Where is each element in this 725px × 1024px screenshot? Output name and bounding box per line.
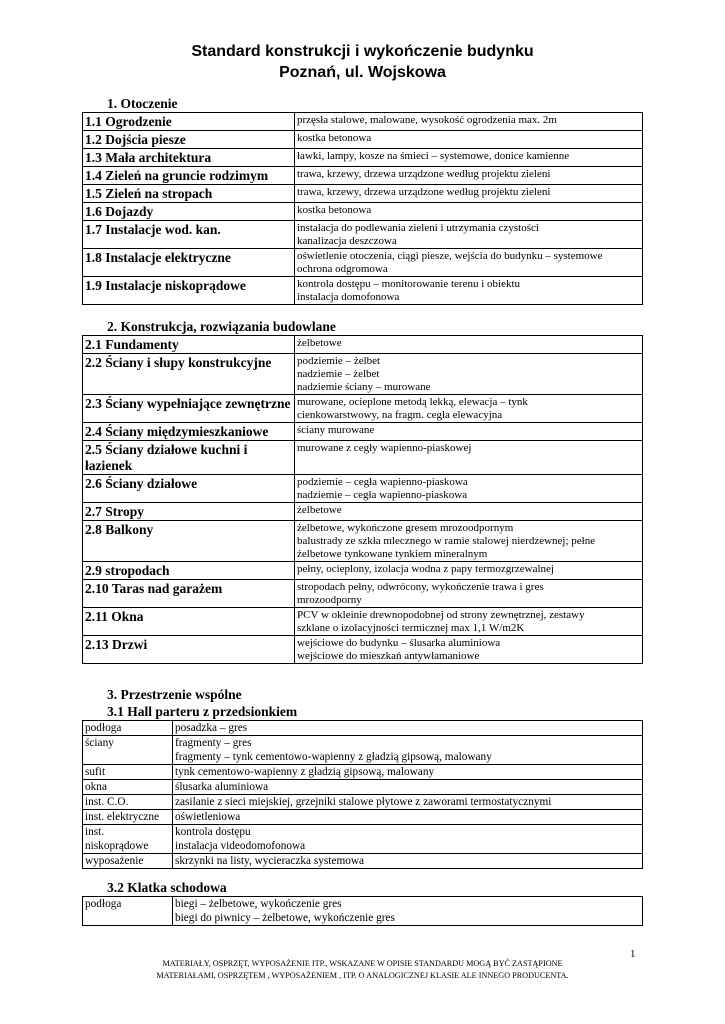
table-row	[83, 167, 643, 185]
row-value-line: żelbetowe tynkowane tynkiem mineralnym	[297, 548, 488, 560]
row-label	[83, 795, 173, 810]
table-row	[83, 277, 643, 305]
row-value	[295, 354, 643, 395]
row-value	[295, 185, 643, 203]
footer-line2: MATERIAŁAMI, OSPRZĘTEM , WYPOSAŻENIEM , ITP. O ANALOGICZNEJ KLASIE ALE INNEGO PRODUCENTA.	[156, 971, 569, 980]
row-value-line: pełny, ocieplony, izolacja wodna z papy termozgrzewalnej	[297, 563, 554, 575]
row-label-line: niskoprądowe	[85, 840, 149, 852]
row-value-line: ochrona odgromowa	[297, 263, 388, 275]
row-label	[83, 736, 173, 765]
row-value-line: kontrola dostępu – monitorowanie terenu i obiektu	[297, 278, 521, 290]
table-row	[83, 221, 643, 249]
row-label	[83, 765, 173, 780]
row-value	[173, 854, 643, 869]
table-row	[83, 580, 643, 608]
row-value-line: nadziemie – cegła wapienno-piaskowa	[297, 489, 468, 501]
row-value-line: trawa, krzewy, drzewa urządzone według projektu zieleni	[297, 186, 551, 198]
row-value-line: żelbetowe	[297, 337, 342, 349]
page-number: 1	[630, 948, 636, 960]
table-row	[83, 636, 643, 664]
table-row	[83, 854, 643, 869]
table-row	[83, 825, 643, 854]
row-value	[295, 423, 643, 441]
row-label-line: podłoga	[85, 722, 122, 734]
row-value-line: instalacja domofonowa	[297, 291, 400, 303]
row-value-line: żelbetowe, wykończone gresem mrozoodpornym	[297, 522, 514, 534]
section-2-heading: 2. Konstrukcja, rozwiązania budowlane	[107, 319, 336, 334]
row-value	[295, 395, 643, 423]
row-value-line: skrzynki na listy, wycieraczka systemowa	[175, 855, 365, 867]
row-value	[295, 113, 643, 131]
table-row	[83, 475, 643, 503]
row-label-line: inst. C.O.	[85, 796, 129, 808]
row-value	[173, 810, 643, 825]
row-label-line: sufit	[85, 766, 106, 778]
section-1-heading: 1. Otoczenie	[107, 96, 178, 111]
row-value-line: ławki, lampy, kosze na śmieci – systemowe, donice kamienne	[297, 150, 570, 162]
table-row	[83, 721, 643, 736]
row-value	[295, 249, 643, 277]
row-label: 1.5 Zieleń na stropach	[83, 185, 295, 203]
row-value-line: mrozoodporny	[297, 594, 362, 606]
row-value-line: żelbetowe	[297, 504, 342, 516]
row-value-line: kostka betonowa	[297, 132, 372, 144]
row-value-line: trawa, krzewy, drzewa urządzone według projektu zieleni	[297, 168, 551, 180]
row-value-line: kontrola dostępu	[175, 826, 251, 838]
table-row	[83, 131, 643, 149]
row-label: 1.7 Instalacje wod. kan.	[83, 221, 295, 249]
row-label: 2.9 stropodach	[83, 562, 295, 580]
row-label: 2.5 Ściany działowe kuchni i łazienek	[83, 441, 295, 475]
row-label: 1.8 Instalacje elektryczne	[83, 249, 295, 277]
table-row	[83, 608, 643, 636]
row-label: 2.4 Ściany międzymieszkaniowe	[83, 423, 295, 441]
table-row	[83, 354, 643, 395]
row-value	[295, 203, 643, 221]
row-value	[173, 736, 643, 765]
row-value-line: murowane, ocieplone metodą lekką, elewacja – tynk	[297, 396, 528, 408]
row-value	[295, 636, 643, 664]
table-row	[83, 249, 643, 277]
row-value	[295, 277, 643, 305]
row-value-line: ślusarka aluminiowa	[175, 781, 269, 793]
row-label	[83, 825, 173, 854]
row-label: 1.6 Dojazdy	[83, 203, 295, 221]
row-value	[173, 795, 643, 810]
row-value-line: instalacja do podlewania zieleni i utrzymania czystości	[297, 222, 539, 234]
section-3-heading: 3. Przestrzenie wspólne	[107, 687, 242, 702]
row-value-line: szklane o izolacyjności termicznej max 1,1 W/m2K	[297, 622, 525, 634]
row-value-line: PCV w okleinie drewnopodobnej od strony zewnętrznej, zestawy	[297, 609, 585, 621]
row-value-line: ściany murowane	[297, 424, 375, 436]
row-label	[83, 897, 173, 926]
table-row	[83, 780, 643, 795]
table-row	[83, 897, 643, 926]
table-row	[83, 562, 643, 580]
row-value	[295, 221, 643, 249]
table-row	[83, 736, 643, 765]
hall-table	[82, 720, 643, 869]
row-value-line: instalacja videodomofonowa	[175, 840, 306, 852]
row-value	[173, 780, 643, 795]
row-value	[295, 608, 643, 636]
row-label: 2.2 Ściany i słupy konstrukcyjne	[83, 354, 295, 395]
table-row	[83, 765, 643, 780]
row-label: 2.10 Taras nad garażem	[83, 580, 295, 608]
row-value	[295, 336, 643, 354]
row-value	[295, 441, 643, 475]
row-label: 2.7 Stropy	[83, 503, 295, 521]
section-3-1-heading: 3.1 Hall parteru z przedsionkiem	[107, 704, 298, 719]
row-value-line: nadziemie – żelbet	[297, 368, 380, 380]
row-value-line: stropodach pełny, odwrócony, wykończenie trawa i gres	[297, 581, 544, 593]
row-value-line: kostka betonowa	[297, 204, 372, 216]
klatka-table	[82, 896, 643, 926]
row-value	[295, 475, 643, 503]
row-value-line: podziemie – cegła wapienno-piaskowa	[297, 476, 468, 488]
footer-line1: MATERIAŁY, OSPRZĘT, WYPOSAŻENIE ITP., WSKAZANE W OPISIE STANDARDU MOGĄ BYĆ ZASTĄPIONE	[162, 959, 563, 968]
footer-note	[60, 958, 665, 982]
table-row	[83, 503, 643, 521]
row-value	[295, 503, 643, 521]
table-row	[83, 441, 643, 475]
row-value-line: nadziemie ściany – murowane	[297, 381, 431, 393]
row-label: 1.4 Zieleń na gruncie rodzimym	[83, 167, 295, 185]
row-label	[83, 780, 173, 795]
row-value-line: wejściowe do budynku – ślusarka aluminiowa	[297, 637, 501, 649]
row-label-line: okna	[85, 781, 107, 793]
row-value-line: biegi do piwnicy – żelbetowe, wykończenie gres	[175, 912, 395, 924]
row-value-line: balustrady ze szkła mlecznego w ramie stalowej nierdzewnej; pełne	[297, 535, 596, 547]
row-value-line: cienkowarstwowy, na fragm. cegła elewacyjna	[297, 409, 503, 421]
row-value-line: zasilanie z sieci miejskiej, grzejniki stalowe płytowe z zaworami termostatycznymi	[175, 796, 552, 808]
row-label: 2.6 Ściany działowe	[83, 475, 295, 503]
row-value	[173, 721, 643, 736]
row-label	[83, 810, 173, 825]
row-label: 2.3 Ściany wypełniające zewnętrzne	[83, 395, 295, 423]
row-value	[173, 825, 643, 854]
row-value-line: podziemie – żelbet	[297, 355, 381, 367]
table-row	[83, 336, 643, 354]
table-row	[83, 395, 643, 423]
row-value	[173, 897, 643, 926]
table-row	[83, 795, 643, 810]
row-label-line: podłoga	[85, 898, 122, 910]
row-label: 2.11 Okna	[83, 608, 295, 636]
row-label: 1.1 Ogrodzenie	[83, 113, 295, 131]
row-label: 2.13 Drzwi	[83, 636, 295, 664]
row-label-line: inst. elektryczne	[85, 811, 160, 823]
row-value	[173, 765, 643, 780]
document-title-line2: Poznań, ul. Wojskowa	[279, 64, 446, 81]
row-value	[295, 149, 643, 167]
row-value-line: wejściowe do mieszkań antywłamaniowe	[297, 650, 480, 662]
row-value	[295, 580, 643, 608]
row-value	[295, 521, 643, 562]
row-label: 1.3 Mała architektura	[83, 149, 295, 167]
row-value-line: oświetleniowa	[175, 811, 241, 823]
table-row	[83, 810, 643, 825]
row-value-line: przęsła stalowe, malowane, wysokość ogrodzenia max. 2m	[297, 114, 557, 126]
row-value-line: murowane z cegły wapienno-piaskowej	[297, 442, 472, 454]
row-label: 2.1 Fundamenty	[83, 336, 295, 354]
row-value-line: fragmenty – gres	[175, 737, 252, 749]
row-value-line: oświetlenie otoczenia, ciągi piesze, wejścia do budynku – systemowe	[297, 250, 603, 262]
row-value-line: kanalizacja deszczowa	[297, 235, 397, 247]
row-label	[83, 854, 173, 869]
table-row	[83, 203, 643, 221]
table-row	[83, 185, 643, 203]
row-label-line: wyposażenie	[85, 855, 144, 867]
table-row	[83, 113, 643, 131]
row-value	[295, 167, 643, 185]
document-title-line1: Standard konstrukcji i wykończenie budynku	[191, 43, 534, 60]
row-label	[83, 721, 173, 736]
row-label: 2.8 Balkony	[83, 521, 295, 562]
otoczenie-table	[82, 112, 643, 305]
row-value	[295, 131, 643, 149]
row-value-line: tynk cementowo-wapienny z gładzią gipsową, malowany	[175, 766, 435, 778]
row-value-line: fragmenty – tynk cementowo-wapienny z gładzią gipsową, malowany	[175, 751, 492, 763]
section-3-2-heading: 3.2 Klatka schodowa	[107, 880, 227, 895]
row-label: 1.9 Instalacje niskoprądowe	[83, 277, 295, 305]
konstrukcja-table	[82, 335, 643, 664]
row-label: 1.2 Dojścia piesze	[83, 131, 295, 149]
row-label-line: inst.	[85, 826, 105, 838]
row-value-line: posadzka – gres	[175, 722, 248, 734]
table-row	[83, 149, 643, 167]
row-value-line: biegi – żelbetowe, wykończenie gres	[175, 898, 342, 910]
table-row	[83, 423, 643, 441]
table-row	[83, 521, 643, 562]
row-value	[295, 562, 643, 580]
row-label-line: ściany	[85, 737, 114, 749]
